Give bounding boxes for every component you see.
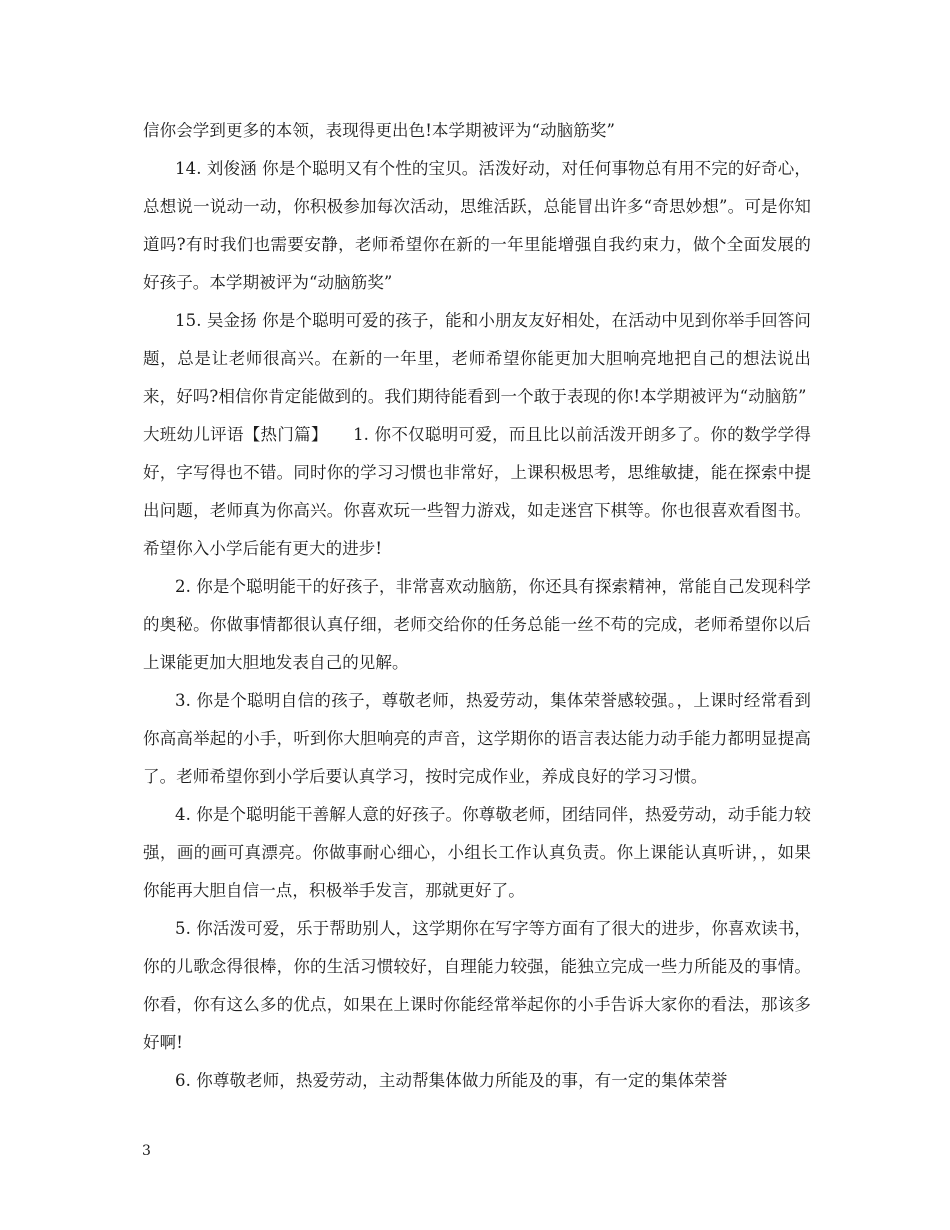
paragraph: 大班幼儿评语【热门篇】 1. 你不仅聪明可爱，而且比以前活泼开朗多了。你的数学学得好，字写得也不错。同时你的学习习惯也非常好，上课积极思考，思维敏捷，能在探索中提出问题，老师真为你高兴。你喜欢玩一些智力游戏，如走迷宫下棋等。你也很喜欢看图书。希望你入小学后能有更大的进步! [143,425,811,558]
paragraph: 15. 吴金扬 你是个聪明可爱的孩子，能和小朋友友好相处，在活动中见到你举手回答问题，总是让老师很高兴。在新的一年里，老师希望你能更加大胆响亮地把自己的想法说出来，好吗?相信你肯定能做到的。我们期待能看到一个敢于表现的你!本学期被评为“动脑筋” [143,311,811,406]
paragraph: 5. 你活泼可爱，乐于帮助别人，这学期你在写字等方面有了很大的进步，你喜欢读书，你的儿歌念得很棒，你的生活习惯较好，自理能力较强，能独立完成一些力所能及的事情。你看，你有这么多的优点，如果在上课时你能经常举起你的小手告诉大家你的看法，那该多好啊! [143,919,811,1052]
paragraph: 信你会学到更多的本领，表现得更出色!本学期被评为“动脑筋奖” [143,121,616,140]
paragraph: 2. 你是个聪明能干的好孩子，非常喜欢动脑筋，你还具有探索精神，常能自己发现科学的奥秘。你做事情都很认真仔细，老师交给你的任务总能一丝不苟的完成，老师希望你以后上课能更加大胆地发表自己的见解。 [143,577,811,672]
paragraph: 6. 你尊敬老师，热爱劳动，主动帮集体做力所能及的事，有一定的集体荣誉 [175,1071,728,1090]
paragraph: 4. 你是个聪明能干善解人意的好孩子。你尊敬老师，团结同伴，热爱劳动，动手能力较强，画的画可真漂亮。你做事耐心细心，小组长工作认真负责。你上课能认真听讲，，如果你能再大胆自信一点，积极举手发言，那就更好了。 [143,805,811,900]
page-number: 3 [142,1143,151,1159]
paragraph: 14. 刘俊涵 你是个聪明又有个性的宝贝。活泼好动，对任何事物总有用不完的好奇心，总想说一说动一动，你积极参加每次活动，思维活跃，总能冒出许多“奇思妙想”。可是你知道吗?有时我们也需要安静，老师希望你在新的一年里能增强自我约束力，做个全面发展的好孩子。本学期被评为“动脑筋奖” [143,159,811,292]
paragraph: 3. 你是个聪明自信的孩子，尊敬老师，热爱劳动，集体荣誉感较强。，上课时经常看到你高高举起的小手，听到你大胆响亮的声音，这学期你的语言表达能力动手能力都明显提高了。老师希望你到小学后要认真学习，按时完成作业，养成良好的学习习惯。 [143,691,811,786]
document-body [143,112,811,1100]
